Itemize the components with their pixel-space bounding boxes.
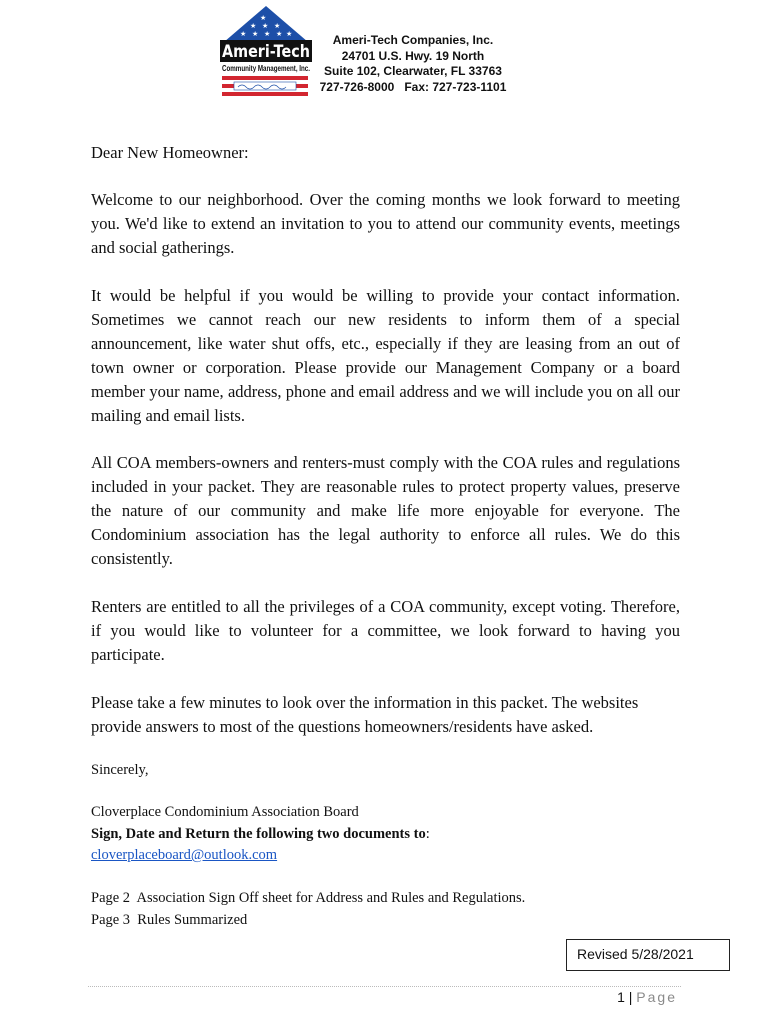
company-address-block [308, 33, 518, 95]
board-email-link[interactable]: cloverplaceboard@outlook.com [91, 847, 278, 863]
svg-text:★: ★ [262, 22, 269, 30]
company-suite: Suite 102, Clearwater, FL 33763 [324, 64, 502, 78]
document-page-2: Page 2 Association Sign Off sheet for Address and Rules and Regulations. [91, 890, 526, 906]
letter-paragraph-3: All COA members-owners and renters-must comply with the COA rules and regulations included in your packet. They are reasonable rules to protect property values, preserve the nature of our community and make life more enjoyable for everyone. The Condominium association has the legal authority to enforce all rules. We do this consistently. [91, 453, 680, 568]
return-instruction-text: Sign, Date and Return the following two documents to [91, 825, 426, 842]
return-instruction [91, 824, 430, 846]
letter-paragraph-1: Welcome to our neighborhood. Over the coming months we look forward to meeting you. We'd like to extend an invitation to you to attend our community events, meetings and social gatherings. [91, 190, 680, 257]
logo-graphic [220, 4, 312, 104]
letter-greeting: Dear New Homeowner: [91, 143, 249, 162]
svg-text:★: ★ [240, 30, 247, 38]
company-logo [220, 4, 312, 104]
page-number: 1 [617, 989, 625, 1005]
svg-text:★: ★ [264, 30, 271, 38]
company-street: 24701 U.S. Hwy. 19 North [341, 48, 485, 63]
company-phone-fax: 727-726-8000 Fax: 727-723-1101 [319, 79, 507, 94]
signer-name: Cloverplace Condominium Association Board [91, 804, 359, 820]
page-separator: | [628, 989, 633, 1005]
letter-paragraph-2: It would be helpful if you would be willing to provide your contact information. Sometimes we cannot reach our new residents to inform them of a special announcement, like water shut offs, etc., especially if they are leasing from an out of town owner or corporation. Please provide our Management Company or a board member your name, address, phone and email address and we will include you on all our mailing and email lists. [91, 286, 680, 425]
return-instruction-colon: : [425, 825, 430, 842]
footer-divider [88, 986, 681, 987]
documents-list [91, 888, 525, 931]
letter-paragraph-4: Renters are entitled to all the privileges of a COA community, except voting. Therefore, if you would like to volunteer for a committee, we look forward to having you participate. [91, 597, 680, 664]
signature-block [91, 802, 430, 867]
page-footer [560, 989, 677, 1005]
svg-text:★: ★ [250, 22, 257, 30]
logo-wordmark: Ameri-Tech [222, 42, 310, 62]
svg-text:★: ★ [286, 30, 293, 38]
letter-paragraph-5: Please take a few minutes to look over the information in this packet. The websites provide answers to most of the questions homeowners/residents have asked. [91, 693, 639, 736]
revised-date-box: Revised 5/28/2021 [566, 939, 730, 971]
page-label: Page [636, 989, 677, 1005]
letter-closing: Sincerely, [91, 762, 149, 778]
document-page-3: Page 3 Rules Summarized [91, 911, 248, 928]
svg-text:★: ★ [260, 14, 267, 22]
logo-tagline: Community Management, Inc. [222, 64, 310, 73]
svg-text:★: ★ [274, 22, 281, 30]
svg-text:★: ★ [252, 30, 259, 38]
company-name: Ameri-Tech Companies, Inc. [332, 33, 494, 47]
svg-text:★: ★ [276, 30, 283, 38]
